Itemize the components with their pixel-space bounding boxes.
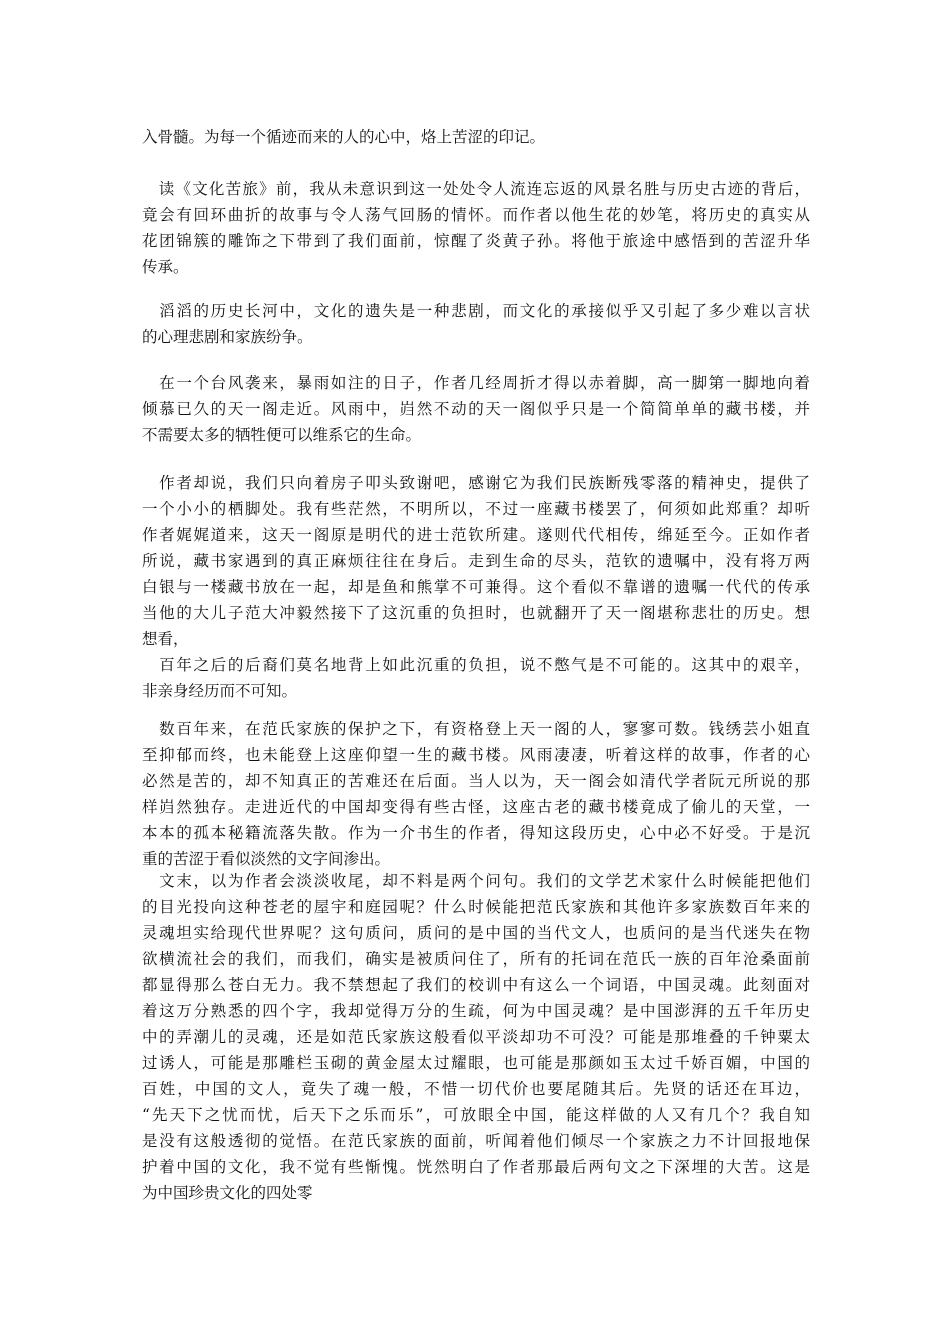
text-line: 花团锦簇的雕饰之下带到了我们面前，惊醒了炎黄子孙。将他于旅途中感悟到的苦涩升华	[142, 232, 810, 250]
text-line: 数百年来，在范氏家族的保护之下，有资格登上天一阁的人，寥寥可数。钱绣芸小姐直	[142, 720, 810, 738]
text-line: 在一个台风袭来，暴雨如注的日子，作者几经周折才得以赤着脚，高一脚第一脚地向着	[142, 374, 810, 392]
paragraph-0	[142, 124, 810, 150]
text-line: 想看，	[142, 630, 189, 648]
text-line: 倾慕已久的天一阁走近。风雨中，岿然不动的天一阁似乎只是一个简简单单的藏书楼，并	[142, 400, 810, 418]
paragraph-6	[142, 868, 810, 1206]
text-line: 欲横流社会的我们，而我们，确实是被质问住了，所有的托词在范氏一族的百年沧桑面前	[142, 950, 810, 968]
text-line: 是没有这般透彻的觉悟。在范氏家族的面前，听闻着他们倾尽一个家族之力不计回报地保	[142, 1132, 810, 1150]
text-line: 的心理悲剧和家族纷争。	[142, 328, 313, 346]
paragraph-1	[142, 176, 810, 280]
text-line: 一个小小的栖脚处。我有些茫然，不明所以，不过一座藏书楼罢了，何须如此郑重？却听	[142, 500, 810, 518]
text-line: 着这万分熟悉的四个字，我却觉得万分的生疏，何为中国灵魂？是中国澎湃的五千年历史	[142, 1002, 810, 1020]
text-line: 百姓，中国的文人，竟失了魂一般，不惜一切代价也要尾随其后。先贤的话还在耳边，	[142, 1080, 810, 1098]
text-line: 传承。	[142, 258, 189, 276]
text-line: 样岿然独存。走进近代的中国却变得有些古怪，这座古老的藏书楼竟成了偷儿的天堂，一	[142, 798, 810, 816]
text-line: 所说，藏书家遇到的真正麻烦往往在身后。走到生命的尽头，范钦的遗嘱中，没有将万两	[142, 552, 810, 570]
text-line: 护着中国的文化，我不觉有些惭愧。恍然明白了作者那最后两句文之下深埋的大苦。这是	[142, 1158, 810, 1176]
text-line: 作者却说，我们只向着房子叩头致谢吧，感谢它为我们民族断残零落的精神史，提供了	[142, 474, 810, 492]
text-line: 入骨髓。为每一个循迹而来的人的心中，烙上苦涩的印记。	[142, 128, 546, 146]
text-line: 灵魂坦实给现代世界呢？这句质问，质问的是中国的当代文人，也质问的是当代迷失在物	[142, 924, 810, 942]
text-line: 非亲身经历而不可知。	[142, 682, 298, 700]
text-line: 白银与一楼藏书放在一起，却是鱼和熊掌不可兼得。这个看似不靠谱的遗嘱一代代的传承	[142, 578, 810, 596]
text-line: 都显得那么苍白无力。我不禁想起了我们的校训中有这么一个词语，中国灵魂。此刻面对	[142, 976, 810, 994]
text-line: 当他的大儿子范大冲毅然接下了这沉重的负担时，也就翻开了天一阁堪称悲壮的历史。想	[142, 604, 810, 622]
text-line: 重的苦涩于看似淡然的文字间渗出。	[142, 850, 391, 868]
paragraph-2	[142, 298, 810, 350]
text-line: 的目光投向这种苍老的屋宇和庭园呢？什么时候能把范氏家族和其他许多家族数百年来的	[142, 898, 810, 916]
text-line: 为中国珍贵文化的四处零	[142, 1184, 313, 1202]
text-line: 作者娓娓道来，这天一阁原是明代的进士范钦所建。遂则代代相传，绵延至今。正如作者	[142, 526, 810, 544]
text-line: 滔滔的历史长河中，文化的遗失是一种悲剧，而文化的承接似乎又引起了多少难以言状	[142, 302, 810, 320]
text-line: 必然是苦的，却不知真正的苦难还在后面。当人以为，天一阁会如清代学者阮元所说的那	[142, 772, 810, 790]
paragraph-5	[142, 716, 810, 872]
text-line: 竟会有回环曲折的故事与令人荡气回肠的情怀。而作者以他生花的妙笔，将历史的真实从	[142, 206, 810, 224]
text-line: 不需要太多的牺牲便可以维系它的生命。	[142, 426, 422, 444]
text-line: 至抑郁而终，也未能登上这座仰望一生的藏书楼。风雨凄凄，听着这样的故事，作者的心	[142, 746, 810, 764]
text-line: 中的弄潮儿的灵魂，还是如范氏家族这般看似平淡却功不可没？可能是那堆叠的千钟粟太	[142, 1028, 810, 1046]
paragraph-4	[142, 470, 810, 704]
text-line: 百年之后的后裔们莫名地背上如此沉重的负担，说不憋气是不可能的。这其中的艰辛，	[142, 656, 810, 674]
text-line: 本本的孤本秘籍流落失散。作为一介书生的作者，得知这段历史，心中必不好受。于是沉	[142, 824, 810, 842]
paragraph-3	[142, 370, 810, 448]
text-line: 读《文化苦旅》前，我从未意识到这一处处令人流连忘返的风景名胜与历史古迹的背后，	[142, 180, 810, 198]
text-line: 文末，以为作者会淡淡收尾，却不料是两个问句。我们的文学艺术家什么时候能把他们	[142, 872, 810, 890]
text-line: “先天下之忧而忧，后天下之乐而乐”，可放眼全中国，能这样做的人又有几个？我自知	[142, 1106, 810, 1124]
text-line: 过诱人，可能是那雕栏玉砌的黄金屋太过耀眼，也可能是那颜如玉太过千娇百媚，中国的	[142, 1054, 810, 1072]
